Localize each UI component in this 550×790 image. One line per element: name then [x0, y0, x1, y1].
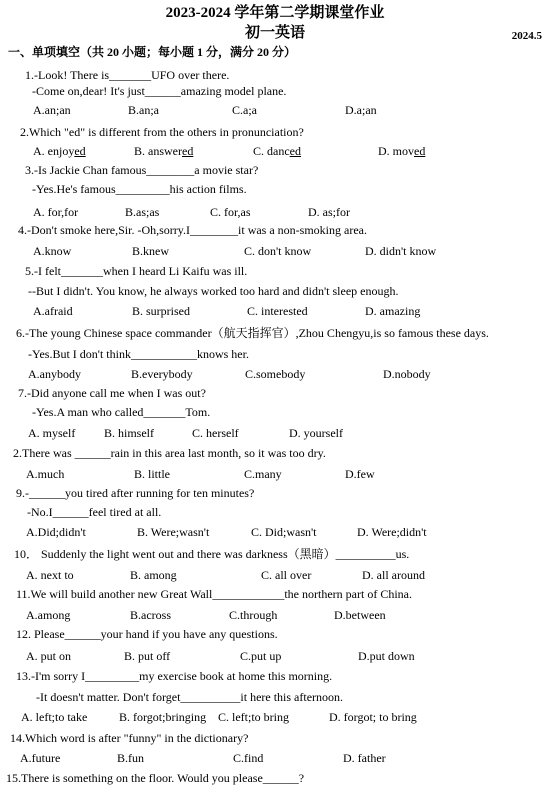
question-3-line-2: -Yes.He's famous_________his action films. — [32, 182, 247, 196]
question-6-option-B: B.everybody — [131, 367, 193, 381]
question-13-option-A: A. left;to take — [21, 710, 88, 724]
question-11-option-B: B.across — [130, 608, 171, 622]
question-10-option-D: D. all around — [362, 568, 425, 582]
question-7-line-2: -Yes.A man who called_______Tom. — [32, 405, 211, 419]
question-10-option-C: C. all over — [261, 568, 312, 582]
page-title: 2023-2024 学年第二学期课堂作业 — [165, 5, 385, 21]
question-7-line-1: 7.-Did anyone call me when I was out? — [18, 386, 206, 400]
question-12-option-B: B. put off — [124, 649, 171, 663]
question-1-line-2: -Come on,dear! It's just______amazing model plane. — [32, 84, 287, 98]
question-13-line-2: -It doesn't matter. Don't forget__________it here this afternoon. — [36, 690, 344, 704]
date-label: 2024.5 — [511, 30, 542, 42]
question-12-option-D: D.put down — [358, 649, 415, 663]
question-14-option-A: A.future — [20, 751, 61, 765]
question-13-option-D: D. forgot; to bring — [329, 710, 417, 724]
question-10-option-B: B. among — [130, 568, 177, 582]
question-10-option-A: A. next to — [26, 568, 74, 582]
question-2-option-C: C. danced — [253, 144, 301, 158]
question-9-option-B: B. Were;wasn't — [137, 525, 210, 539]
question-1-option-A: A.an;an — [33, 103, 71, 117]
question-4-option-C: C. don't know — [244, 244, 312, 258]
question-14-line-1: 14.Which word is after "funny" in the dictionary? — [10, 731, 249, 745]
section-heading: 一、单项填空（共 20 小题；每小题 1 分，满分 20 分） — [8, 45, 297, 59]
question-8-option-D: D.few — [345, 467, 375, 481]
question-5-option-C: C. interested — [247, 304, 308, 318]
question-11-option-D: D.between — [334, 608, 386, 622]
question-6-option-A: A.anybody — [28, 367, 81, 381]
question-2-option-B: B. answered — [134, 144, 194, 158]
question-3-option-A: A. for,for — [33, 205, 79, 219]
question-2-option-D: D. moved — [378, 144, 426, 158]
question-9-line-2: -No.I______feel tired at all. — [27, 505, 162, 519]
question-13-option-C: C. left;to bring — [218, 710, 289, 724]
question-9-option-D: D. Were;didn't — [357, 525, 427, 539]
question-13-option-B: B. forgot;bringing — [119, 710, 207, 724]
question-10-line-1: 10． Suddenly the light went out and there was darkness（黑暗）__________us. — [14, 547, 410, 561]
question-2-line-1: 2.Which "ed" is different from the others in pronunciation? — [20, 125, 304, 139]
question-14-option-D: D. father — [343, 751, 386, 765]
question-7-option-A: A. myself — [28, 426, 76, 440]
question-5-option-D: D. amazing — [365, 304, 421, 318]
question-15-line-1: 15.There is something on the floor. Would you please______? — [6, 771, 305, 785]
question-5-line-2: --But I didn't. You know, he always worked too hard and didn't sleep enough. — [28, 284, 399, 298]
question-4-option-D: D. didn't know — [365, 244, 437, 258]
question-1-option-C: C.a;a — [232, 103, 257, 117]
question-8-option-B: B. little — [134, 467, 170, 481]
question-12-line-1: 12. Please______your hand if you have any questions. — [16, 627, 278, 641]
question-11-line-1: 11.We will build another new Great Wall____________the northern part of China. — [16, 587, 412, 601]
question-4-line-1: 4.-Don't smoke here,Sir. -Oh,sorry.I________it was a non-smoking area. — [18, 223, 367, 237]
question-1-option-B: B.an;a — [128, 103, 159, 117]
question-12-option-C: C.put up — [240, 649, 282, 663]
question-1-line-1: 1.-Look! There is_______UFO over there. — [25, 68, 230, 82]
question-3-option-D: D. as;for — [308, 205, 350, 219]
question-5-option-A: A.afraid — [33, 304, 73, 318]
question-11-option-A: A.among — [26, 608, 71, 622]
question-3-option-B: B.as;as — [125, 205, 160, 219]
question-2-option-A: A. enjoyed — [33, 144, 86, 158]
question-4-option-B: B.knew — [132, 244, 169, 258]
question-8-option-C: C.many — [244, 467, 282, 481]
question-4-option-A: A.know — [33, 244, 72, 258]
question-5-option-B: B. surprised — [132, 304, 190, 318]
question-7-option-B: B. himself — [104, 426, 154, 440]
question-9-option-C: C. Did;wasn't — [251, 525, 317, 539]
page-subtitle: 初一英语 — [244, 25, 305, 41]
question-3-option-C: C. for,as — [210, 205, 251, 219]
question-13-line-1: 13.-I'm sorry I_________my exercise book at home this morning. — [16, 669, 333, 683]
question-11-option-C: C.through — [229, 608, 278, 622]
question-6-option-C: C.somebody — [245, 367, 306, 381]
question-1-option-D: D.a;an — [345, 103, 377, 117]
question-8-line-1: 2.There was ______rain in this area last month, so it was too dry. — [13, 446, 326, 460]
question-9-option-A: A.Did;didn't — [26, 525, 86, 539]
question-7-option-C: C. herself — [192, 426, 239, 440]
question-12-option-A: A. put on — [26, 649, 71, 663]
question-6-option-D: D.nobody — [383, 367, 431, 381]
question-14-option-B: B.fun — [117, 751, 144, 765]
question-8-option-A: A.much — [26, 467, 65, 481]
question-5-line-1: 5.-I felt_______when I heard Li Kaifu was ill. — [25, 264, 248, 278]
question-7-option-D: D. yourself — [289, 426, 343, 440]
question-9-line-1: 9.-______you tired after running for ten minutes? — [16, 486, 255, 500]
question-14-option-C: C.find — [233, 751, 264, 765]
question-6-line-2: -Yes.But I don't think___________knows her. — [28, 347, 249, 361]
question-6-line-1: 6.-The young Chinese space commander（航天指挥官）,Zhou Chengyu,is so famous these days. — [16, 326, 489, 340]
question-3-line-1: 3.-Is Jackie Chan famous________a movie star? — [25, 163, 259, 177]
